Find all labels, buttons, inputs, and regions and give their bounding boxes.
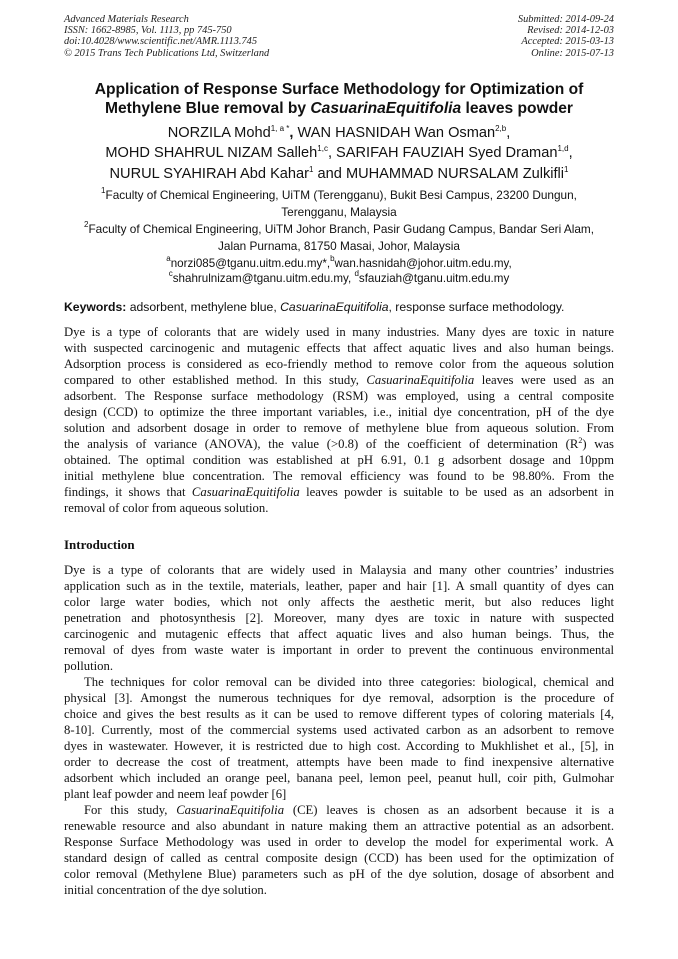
author-1: NORZILA Mohd [167, 125, 271, 141]
journal-doi: doi:10.4028/www.scientific.net/AMR.1113.745 [64, 36, 258, 48]
body-line: The techniques for color removal can be divided into three categories: biological, chemical and [84, 675, 614, 689]
body-line: adsorbent which included an orange peel, banana peel, lemon peel, peanut hull, coir pith, Gulmohar [64, 771, 614, 785]
abstract-line: findings, it shows that CasuarinaEquitifolia leaves powder is suitable to be used as an adsorbent in [64, 485, 615, 499]
abstract-line: removal of color from aqueous solution. [64, 501, 269, 515]
author-2: WAN HASNIDAH Wan Osman [297, 125, 496, 141]
body-line: renewable resource and also abundant in nature making them an attractive potential as an adsorbent. [64, 819, 614, 833]
body-line: standard design of called as central composite design (CCD) has been used for the optimization of [64, 851, 614, 865]
body-line: carcinogenic and mutagenic effects that affect aquatic lives and also human beings. Thus, the [64, 627, 614, 641]
abstract-line: compared to other established method. In this study, CasuarinaEquitifolia leaves were used as an [64, 373, 614, 387]
journal-copyright: © 2015 Trans Tech Publications Ltd, Switzerland [64, 47, 270, 59]
email-a[interactable]: norzi085@tganu.uitm.edu.my*, [170, 257, 331, 270]
abstract-line: with suspected carcinogenic and mutagenic effects that affect aquatic lives and also human beings. [64, 341, 614, 355]
date-accepted: Accepted: 2015-03-13 [521, 36, 614, 48]
body-line: physical [3]. Amongst the numerous techniques for dye removal, adsorption is the procedure of [64, 691, 614, 705]
body-line: Response Surface Methodology was used in order to develop the model for experimental work. A [64, 835, 614, 849]
title-species: CasuarinaEquitifolia [310, 100, 462, 117]
body-line: 8-10]. Currently, most of the commercial systems used activated carbon as an adsorbent to remove [64, 723, 614, 737]
journal-info [64, 14, 269, 59]
body-line: plant leaf powder and neem leaf powder [6] [64, 787, 287, 801]
email-b[interactable]: wan.hasnidah@johor.uitm.edu.my, [334, 257, 512, 270]
publication-dates [518, 14, 614, 59]
email-d[interactable]: sfauziah@tganu.uitm.edu.my [358, 271, 510, 285]
body-line: For this study, CasuarinaEquitifolia (CE) leaves is chosen as an adsorbent because it is a [84, 803, 614, 817]
abstract-line: obtained. The optimal condition was established at pH 6.91, 0.1 g adsorbent dosage and 10ppm [64, 453, 614, 467]
body-line: color large water bodies, which not only affects the aesthetic merit, but also reduces light [64, 595, 614, 609]
keywords: Keywords: adsorbent, methylene blue, CasuarinaEquitifolia, response surface methodology. [64, 300, 565, 314]
abstract-line: solution and adsorbent dosage in order to remove of methylene blue from aqueous solution. From [64, 421, 614, 435]
body-line: Dye is a type of colorants that are widely used in Malaysia and many other countries’ industries [64, 563, 614, 577]
date-online: Online: 2015-07-13 [531, 47, 614, 59]
body-line: dyes in wastewater. However, it is restricted due to high cost. According to Mukhlishet et al., [5], in [64, 739, 614, 753]
body-line: choice and gives the best results as it can be used to remove different types of coloring materials [4, [64, 707, 614, 721]
body-line: color removal (Methylene Blue) parameters such as pH of the dye solution, dosage of absorbent and [64, 867, 614, 881]
abstract-line: initial methylene blue concentration. The removal efficiency was found to be 98.80%. From the [64, 469, 614, 483]
body-line: order to decrease the cost of treatment, attempts have been made to find inexpensive alternative [64, 755, 614, 769]
abstract-line: Adsorption process is considered as eco-friendly method to remove color from the aqueous solution [64, 357, 614, 371]
abstract-line: adsorbent. The Response surface methodology (RSM) was employed, using a central composite [64, 389, 614, 403]
author-6: MUHAMMAD NURSALAM Zulkifli [345, 165, 565, 182]
title-line-2: Methylene Blue removal by CasuarinaEquitifolia leaves powder [105, 100, 573, 117]
keywords-label: Keywords: [64, 300, 127, 314]
author-emails: $^a$norzi085@tganu.uitm.edu.my*,$^b$wan.hasnidah@johor.uitm.edu.my, $^c$shahrulnizam@tganu.uitm.edu.my, $^d$sfauziah@tganu.uitm.edu.my [166, 254, 512, 285]
author-list [64, 123, 614, 184]
abstract-line: design (CCD) to optimize the three important variables, i.e., initial dye concentration, pH of the dye [64, 405, 614, 419]
section-heading-introduction: Introduction [64, 537, 135, 552]
affiliation-2: $^2$Faculty of Chemical Engineering, UiTM Johor Branch, Pasir Gudang Campus, Bandar Seri Alam, Jalan Purnama, 81750 Masai, Johor, Malaysia [84, 220, 594, 253]
author-line-2: MOHD SHAHRUL NIZAM Salleh$^{1,c}$, SARIFAH FAUZIAH Syed Draman$^{1,d}$, [105, 144, 573, 162]
author-4: SARIFAH FAUZIAH Syed Draman [336, 145, 558, 162]
date-submitted: Submitted: 2014-09-24 [517, 14, 614, 25]
body-line: initial concentration of the dye solution. [64, 883, 267, 897]
affiliation-1: $^1$Faculty of Chemical Engineering, UiTM (Terengganu), Bukit Besi Campus, 23200 Dungun, Terengganu, Malaysia [101, 186, 577, 219]
author-3: MOHD SHAHRUL NIZAM Salleh [105, 145, 318, 162]
body-line: penetration and photosynthesis [2]. Moreover, many dyes are toxic in nature with suspected [64, 611, 614, 625]
body-line: removal of dyes from waste water is important in order to prevent the continuous environmental [64, 643, 614, 657]
abstract-line: Dye is a type of colorants that are widely used in many industries. Many dyes are toxic in nature [64, 325, 614, 339]
body-line: pollution. [64, 659, 113, 673]
author-line-3: NURUL SYAHIRAH Abd Kahar$^1$ and MUHAMMAD NURSALAM Zulkifli$^1$ [109, 164, 569, 182]
title-line-1: Application of Response Surface Methodology for Optimization of [94, 81, 584, 98]
paper-title [64, 80, 614, 118]
email-c[interactable]: shahrulnizam@tganu.uitm.edu.my, [172, 271, 352, 285]
journal-name: Advanced Materials Research [64, 14, 189, 25]
date-revised: Revised: 2014-12-03 [527, 25, 614, 37]
body-line: application such as in the textile, materials, leather, paper and hair [1]. A small quantity of dyes can [64, 579, 614, 593]
author-line-1: NORZILA Mohd$^{1, a *}$, WAN HASNIDAH Wan Osman$^{2,b}$, [167, 124, 511, 141]
journal-issn: ISSN: 1662-8985, Vol. 1113, pp 745-750 [64, 25, 232, 37]
abstract-line: the analysis of variance (ANOVA), the value (>0.8) of the coefficient of determination $(R^2)$ was [64, 436, 614, 451]
author-5: NURUL SYAHIRAH Abd Kahar [109, 165, 310, 182]
